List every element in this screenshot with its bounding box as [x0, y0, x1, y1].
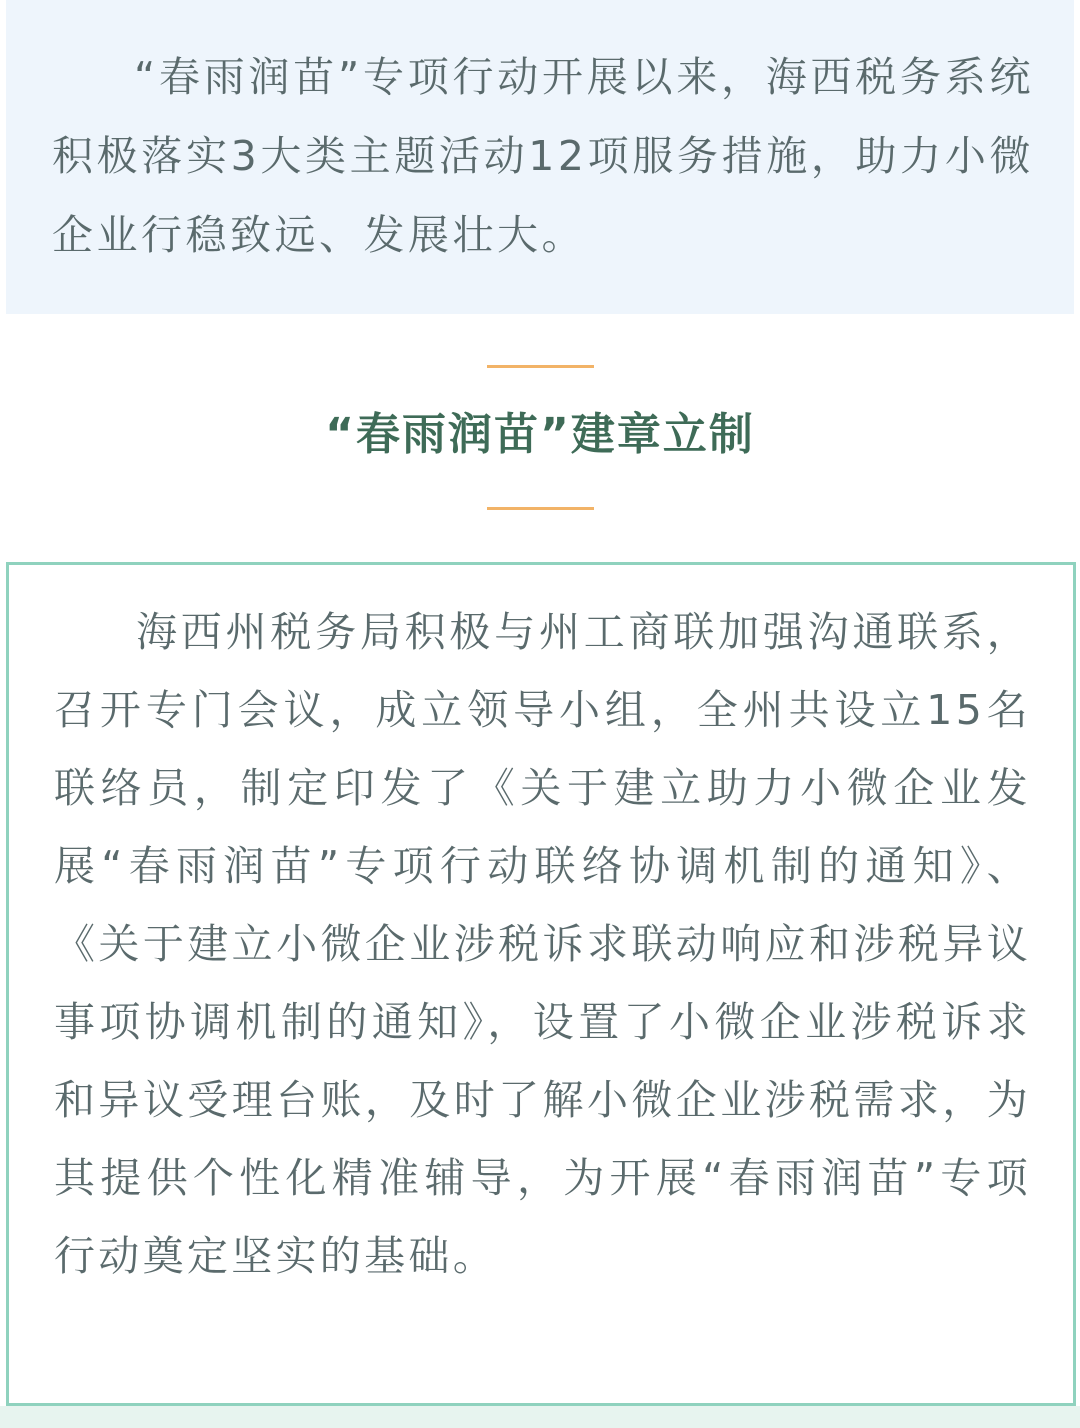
bottom-band	[0, 1406, 1080, 1428]
intro-paragraph: “春雨润苗”专项行动开展以来，海西税务系统积极落实3大类主题活动12项服务措施，助力小微企业行稳致远、发展壮大。	[52, 53, 1034, 259]
content-box	[6, 562, 1076, 1406]
title-divider-bottom	[487, 507, 594, 510]
title-divider-top	[487, 365, 594, 368]
content-paragraph: 海西州税务局积极与州工商联加强沟通联系，召开专门会议，成立领导小组，全州共设立15名联络员，制定印发了《关于建立助力小微企业发展“春雨润苗”专项行动联络协调机制的通知》、《关于建立小微企业涉税诉求联动响应和涉税异议事项协调机制的通知》，设置了小微企业涉税诉求和异议受理台账，及时了解小微企业涉税需求，为其提供个性化精准辅导，为开展“春雨润苗”专项行动奠定坚实的基础。	[54, 608, 1031, 1280]
section-title: “春雨润苗”建章立制	[325, 409, 755, 460]
intro-box	[6, 0, 1074, 314]
